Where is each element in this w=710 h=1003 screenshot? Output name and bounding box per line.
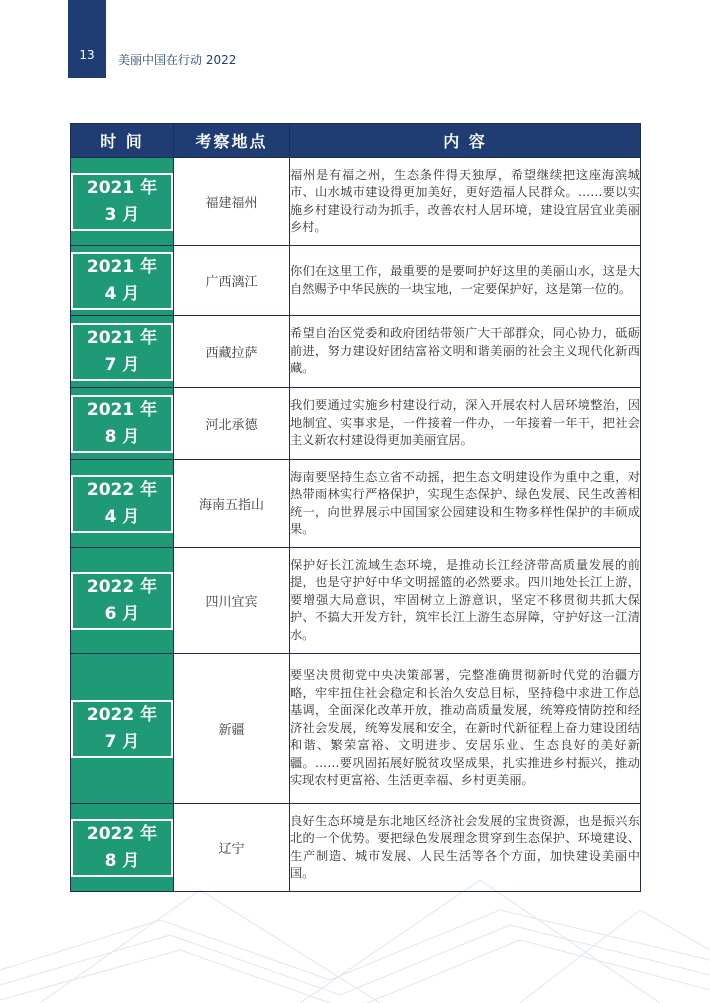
date-year: 2022 年 (86, 704, 158, 725)
content-cell: 希望自治区党委和政府团结带领广大干部群众，同心协力，砥砺前进，努力建设好团结富裕文明和谐美丽的社会主义现代化新西藏。 (290, 316, 641, 388)
table-row (71, 246, 641, 316)
table-row (71, 158, 641, 246)
content-cell: 保护好长江流域生态环境，是推动长江经济带高质量发展的前提，也是守护好中华文明摇篮的必然要求。四川地处长江上游，要增强大局意识，牢固树立上游意识，坚定不移贯彻共抓大保护、不搞大开发方针，筑牢长江上游生态屏障，守护好这一江清水。 (290, 548, 641, 654)
column-header-content: 内 容 (290, 124, 641, 158)
date-year: 2022 年 (86, 823, 158, 844)
date-year: 2021 年 (86, 177, 158, 198)
date-cell (71, 654, 174, 804)
date-month: 8 月 (104, 850, 140, 871)
content-cell: 我们要通过实施乡村建设行动，深入开展农村人居环境整治，因地制宜、实事求是，一件接着一件办，一年接着一年干，把社会主义新农村建设得更加美丽宜居。 (290, 388, 641, 460)
table-row (71, 316, 641, 388)
date-year: 2022 年 (86, 576, 158, 597)
date-year: 2021 年 (86, 327, 158, 348)
table-header-row (71, 124, 641, 158)
page-number-tab (68, 0, 106, 78)
column-header-place: 考察地点 (174, 124, 290, 158)
date-cell (71, 246, 174, 316)
content-cell: 福州是有福之州，生态条件得天独厚，希望继续把这座海滨城市、山水城市建设得更加美好，更好造福人民群众。……要以实施乡村建设行动为抓手，改善农村人居环境，建设宜居宜业美丽乡村。 (290, 158, 641, 246)
place-cell: 海南五指山 (174, 460, 290, 548)
date-year: 2021 年 (86, 399, 158, 420)
content-cell: 你们在这里工作，最重要的是要呵护好这里的美丽山水，这是大自然赐予中华民族的一块宝地，一定要保护好，这是第一位的。 (290, 246, 641, 316)
table-row (71, 460, 641, 548)
place-cell: 广西漓江 (174, 246, 290, 316)
place-cell: 四川宜宾 (174, 548, 290, 654)
column-header-time: 时 间 (71, 124, 174, 158)
date-month: 4 月 (104, 506, 140, 527)
table-row (71, 654, 641, 804)
date-month: 7 月 (104, 731, 140, 752)
date-cell (71, 548, 174, 654)
table-row (71, 548, 641, 654)
place-cell: 福建福州 (174, 158, 290, 246)
date-cell (71, 158, 174, 246)
content-cell: 要坚决贯彻党中央决策部署，完整准确贯彻新时代党的治疆方略，牢牢扭住社会稳定和长治久安总目标，坚持稳中求进工作总基调，全面深化改革开放，推动高质量发展，统筹疫情防控和经济社会发展，统筹发展和安全，在新时代新征程上奋力建设团结和谐、繁荣富裕、文明进步、安居乐业、生态良好的美好新疆。……要巩固拓展好脱贫攻坚成果，扎实推进乡村振兴，推动实现农村更富裕、生活更幸福、乡村更美丽。 (290, 654, 641, 804)
date-year: 2022 年 (86, 479, 158, 500)
page-number: 13 (79, 48, 95, 62)
content-cell: 良好生态环境是东北地区经济社会发展的宝贵资源，也是振兴东北的一个优势。要把绿色发展理念贯穿到生态保护、环境建设、生产制造、城市发展、人民生活等各个方面，加快建设美丽中国。 (290, 804, 641, 892)
place-cell: 河北承德 (174, 388, 290, 460)
place-cell: 新疆 (174, 654, 290, 804)
date-year: 2021 年 (86, 256, 158, 277)
date-month: 4 月 (104, 283, 140, 304)
table-row (71, 804, 641, 892)
date-month: 6 月 (104, 603, 140, 624)
place-cell: 西藏拉萨 (174, 316, 290, 388)
place-cell: 辽宁 (174, 804, 290, 892)
date-cell (71, 460, 174, 548)
inspection-table (70, 123, 641, 892)
table-row (71, 388, 641, 460)
date-cell (71, 388, 174, 460)
content-cell: 海南要坚持生态立省不动摇，把生态文明建设作为重中之重，对热带雨林实行严格保护，实现生态保护、绿色发展、民生改善相统一，向世界展示中国国家公园建设和生物多样性保护的丰硕成果。 (290, 460, 641, 548)
date-month: 3 月 (104, 204, 140, 225)
date-cell (71, 316, 174, 388)
date-month: 7 月 (104, 354, 140, 375)
date-cell (71, 804, 174, 892)
date-month: 8 月 (104, 426, 140, 447)
running-title: 美丽中国在行动 2022 (118, 53, 237, 67)
